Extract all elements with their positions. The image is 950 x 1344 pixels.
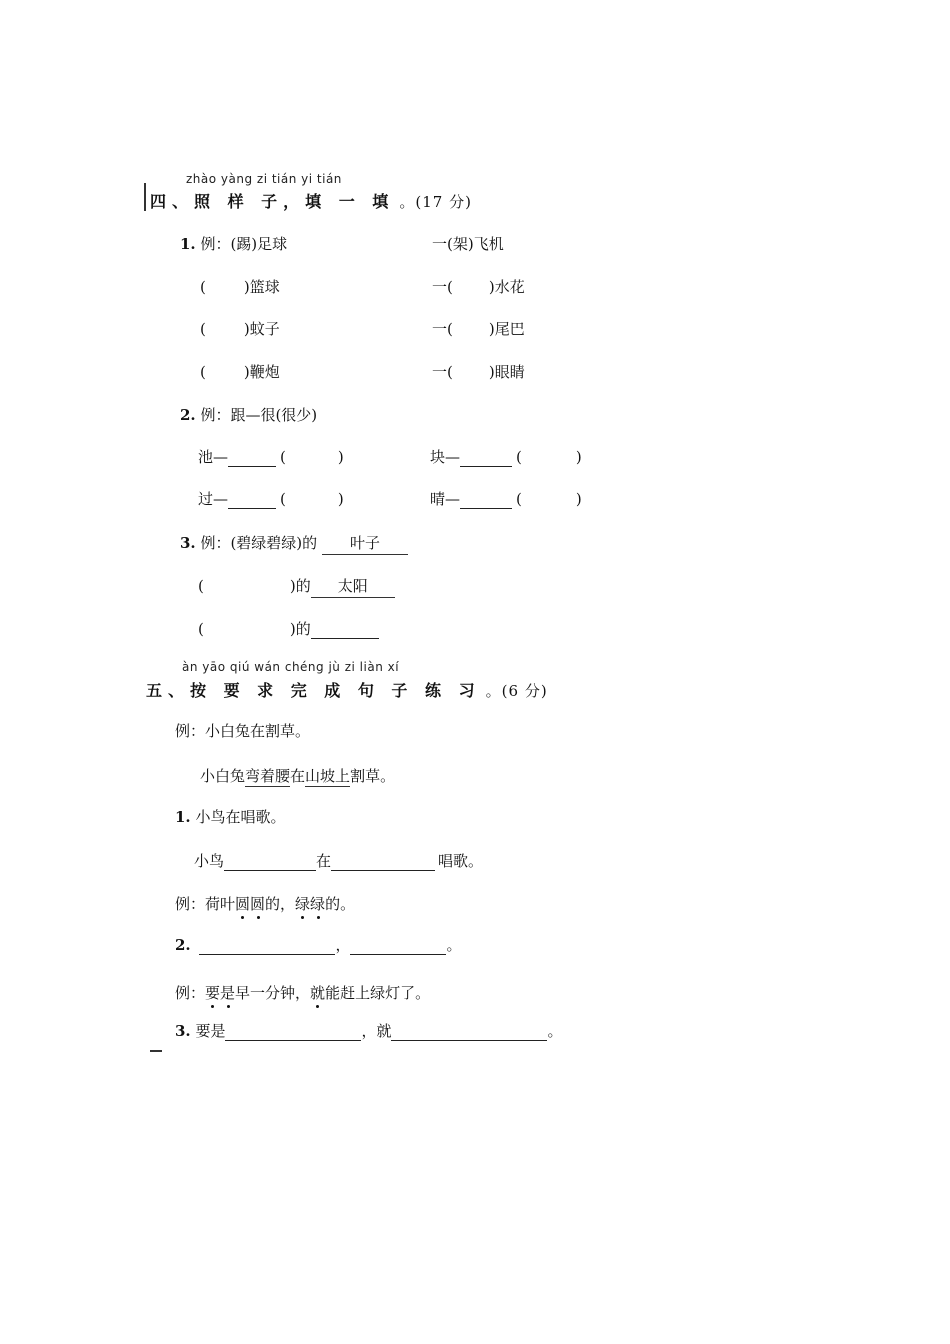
fill-word: 在 xyxy=(316,852,332,870)
answer-blank[interactable] xyxy=(228,492,276,509)
q1-right-item-label: 水花 xyxy=(494,278,525,296)
dotted-word xyxy=(205,984,235,1002)
q1-left-item-label: 蚊子 xyxy=(249,320,280,338)
q2-item-label: 晴— xyxy=(430,490,461,508)
q1-example-right: 一(架)飞机 xyxy=(432,235,504,253)
emphasis-dot xyxy=(301,916,304,919)
dotted-word xyxy=(235,895,265,913)
example-word: 例：荷叶 xyxy=(175,895,236,913)
scan-edge-mark xyxy=(144,183,146,211)
q2-item[interactable]: 池— ( ) xyxy=(198,448,344,466)
q1-left-item[interactable]: ( )鞭炮 xyxy=(200,363,280,381)
s5-q1 xyxy=(175,806,285,827)
section-4-pinyin: zhào yàng zi tián yi tián xyxy=(186,172,342,186)
s5-q2[interactable] xyxy=(175,934,461,955)
q2-item[interactable]: 晴— ( ) xyxy=(430,490,582,508)
q1-right-prefix: 一( xyxy=(432,363,453,381)
q3-number: 3. xyxy=(180,534,196,552)
example-underlined-word: 弯着腰 xyxy=(245,767,291,785)
s5-q3-number: 3. xyxy=(175,1022,191,1040)
example-underlined-word: 山坡上 xyxy=(305,767,351,785)
q2-example-text: 例：跟—很(很少) xyxy=(200,406,318,424)
section-5-score: 。(6 分) xyxy=(485,682,548,700)
emphasis-dot xyxy=(211,1005,214,1008)
example-word: 早一分钟， xyxy=(235,984,311,1002)
example-word: 割草。 xyxy=(350,767,396,785)
q1-right-item[interactable]: 一( )水花 xyxy=(432,278,525,296)
q3-item[interactable]: ( )的 太阳 xyxy=(198,575,395,598)
s5-q3[interactable] xyxy=(175,1020,563,1041)
q3-example xyxy=(180,532,408,555)
q2-example xyxy=(180,404,317,425)
example-word: 的， xyxy=(265,895,296,913)
q2-item-label: 过— xyxy=(198,490,229,508)
q2-item-label: 池— xyxy=(198,448,229,466)
emphasis-dot xyxy=(257,916,260,919)
section-4-heading xyxy=(150,189,472,212)
section-4-title: 四、照 样 子，填 一 填 xyxy=(150,192,395,211)
s5-q3-prefix: 要是 xyxy=(195,1022,226,1040)
s5-example-2 xyxy=(175,893,355,914)
q1-example-left xyxy=(180,233,287,254)
q1-left-item-label: 鞭炮 xyxy=(249,363,280,381)
dotted-word xyxy=(310,984,325,1002)
s5-example-1-expanded xyxy=(200,765,395,786)
s5-q3-mid: ，就 xyxy=(361,1022,392,1040)
q3-de: )的 xyxy=(289,620,311,638)
q1-left-item[interactable]: ( )篮球 xyxy=(200,278,280,296)
dotted-word-text: 要是 xyxy=(205,984,236,1002)
answer-blank[interactable] xyxy=(350,938,446,955)
s5-example-1: 例：小白兔在割草。 xyxy=(175,722,311,740)
q2-item-label: 块— xyxy=(430,448,461,466)
q1-example-text: 例：(踢)足球 xyxy=(200,235,288,253)
q1-right-prefix: 一( xyxy=(432,278,453,296)
q1-right-item[interactable]: 一( )尾巴 xyxy=(432,320,525,338)
q1-right-item-label: 眼睛 xyxy=(494,363,525,381)
q3-item[interactable]: ( )的 xyxy=(198,618,379,639)
q3-example-text: 例：(碧绿碧绿)的 xyxy=(200,534,318,552)
q1-right-item[interactable]: 一( )眼睛 xyxy=(432,363,525,381)
emphasis-dot xyxy=(227,1005,230,1008)
answer-blank[interactable] xyxy=(460,450,512,467)
q2-number: 2. xyxy=(180,406,196,424)
s5-q1-number: 1. xyxy=(175,808,191,826)
section-4-score: 。(17 分) xyxy=(399,193,472,211)
answer-blank[interactable] xyxy=(225,1024,361,1041)
s5-q3-end: 。 xyxy=(547,1022,563,1040)
answer-blank[interactable] xyxy=(224,854,316,871)
q3-line2-answer: 太阳 xyxy=(311,575,395,598)
section-5-pinyin: àn yāo qiú wán chéng jù zi liàn xí xyxy=(182,660,400,674)
emphasis-dot xyxy=(241,916,244,919)
example-word: 在 xyxy=(290,767,306,785)
fill-word: 唱歌。 xyxy=(438,852,484,870)
answer-blank[interactable] xyxy=(331,854,435,871)
answer-blank[interactable] xyxy=(460,492,512,509)
example-word: 例： xyxy=(175,984,206,1002)
s5-q1-text: 小鸟在唱歌。 xyxy=(195,808,286,826)
example-word: 小白兔 xyxy=(200,767,246,785)
q1-left-item[interactable]: ( )蚊子 xyxy=(200,320,280,338)
example-word: 的。 xyxy=(325,895,356,913)
q1-right-item-label: 尾巴 xyxy=(494,320,525,338)
answer-blank[interactable] xyxy=(228,450,276,467)
s5-q1-fill[interactable] xyxy=(194,850,483,871)
q1-left-item-label: 篮球 xyxy=(249,278,280,296)
emphasis-dot xyxy=(317,916,320,919)
s5-q2-number: 2. xyxy=(175,936,191,954)
dotted-word xyxy=(295,895,325,913)
s5-example-3 xyxy=(175,982,430,1003)
answer-blank[interactable] xyxy=(391,1024,547,1041)
dotted-word-text: 圆圆 xyxy=(235,895,266,913)
dotted-word-text: 绿绿 xyxy=(295,895,326,913)
q1-right-prefix: 一( xyxy=(432,320,453,338)
dotted-word-text: 就 xyxy=(310,984,326,1002)
q2-item[interactable]: 过— ( ) xyxy=(198,490,344,508)
q2-item[interactable]: 块— ( ) xyxy=(430,448,582,466)
q1-number: 1. xyxy=(180,235,196,253)
q3-example-answer: 叶子 xyxy=(322,532,408,555)
s5-q2-comma: ， xyxy=(335,936,351,954)
section-5-title: 五、按 要 求 完 成 句 子 练 习 xyxy=(146,681,481,700)
example-word: 能赶上绿灯了。 xyxy=(325,984,431,1002)
section-5-heading xyxy=(146,678,548,701)
answer-blank[interactable] xyxy=(199,938,335,955)
s5-q2-end: 。 xyxy=(446,936,462,954)
emphasis-dot xyxy=(316,1005,319,1008)
q3-de: )的 xyxy=(289,577,311,595)
answer-blank[interactable] xyxy=(311,622,379,639)
fill-word: 小鸟 xyxy=(194,852,225,870)
scan-edge-mark xyxy=(150,1050,162,1052)
